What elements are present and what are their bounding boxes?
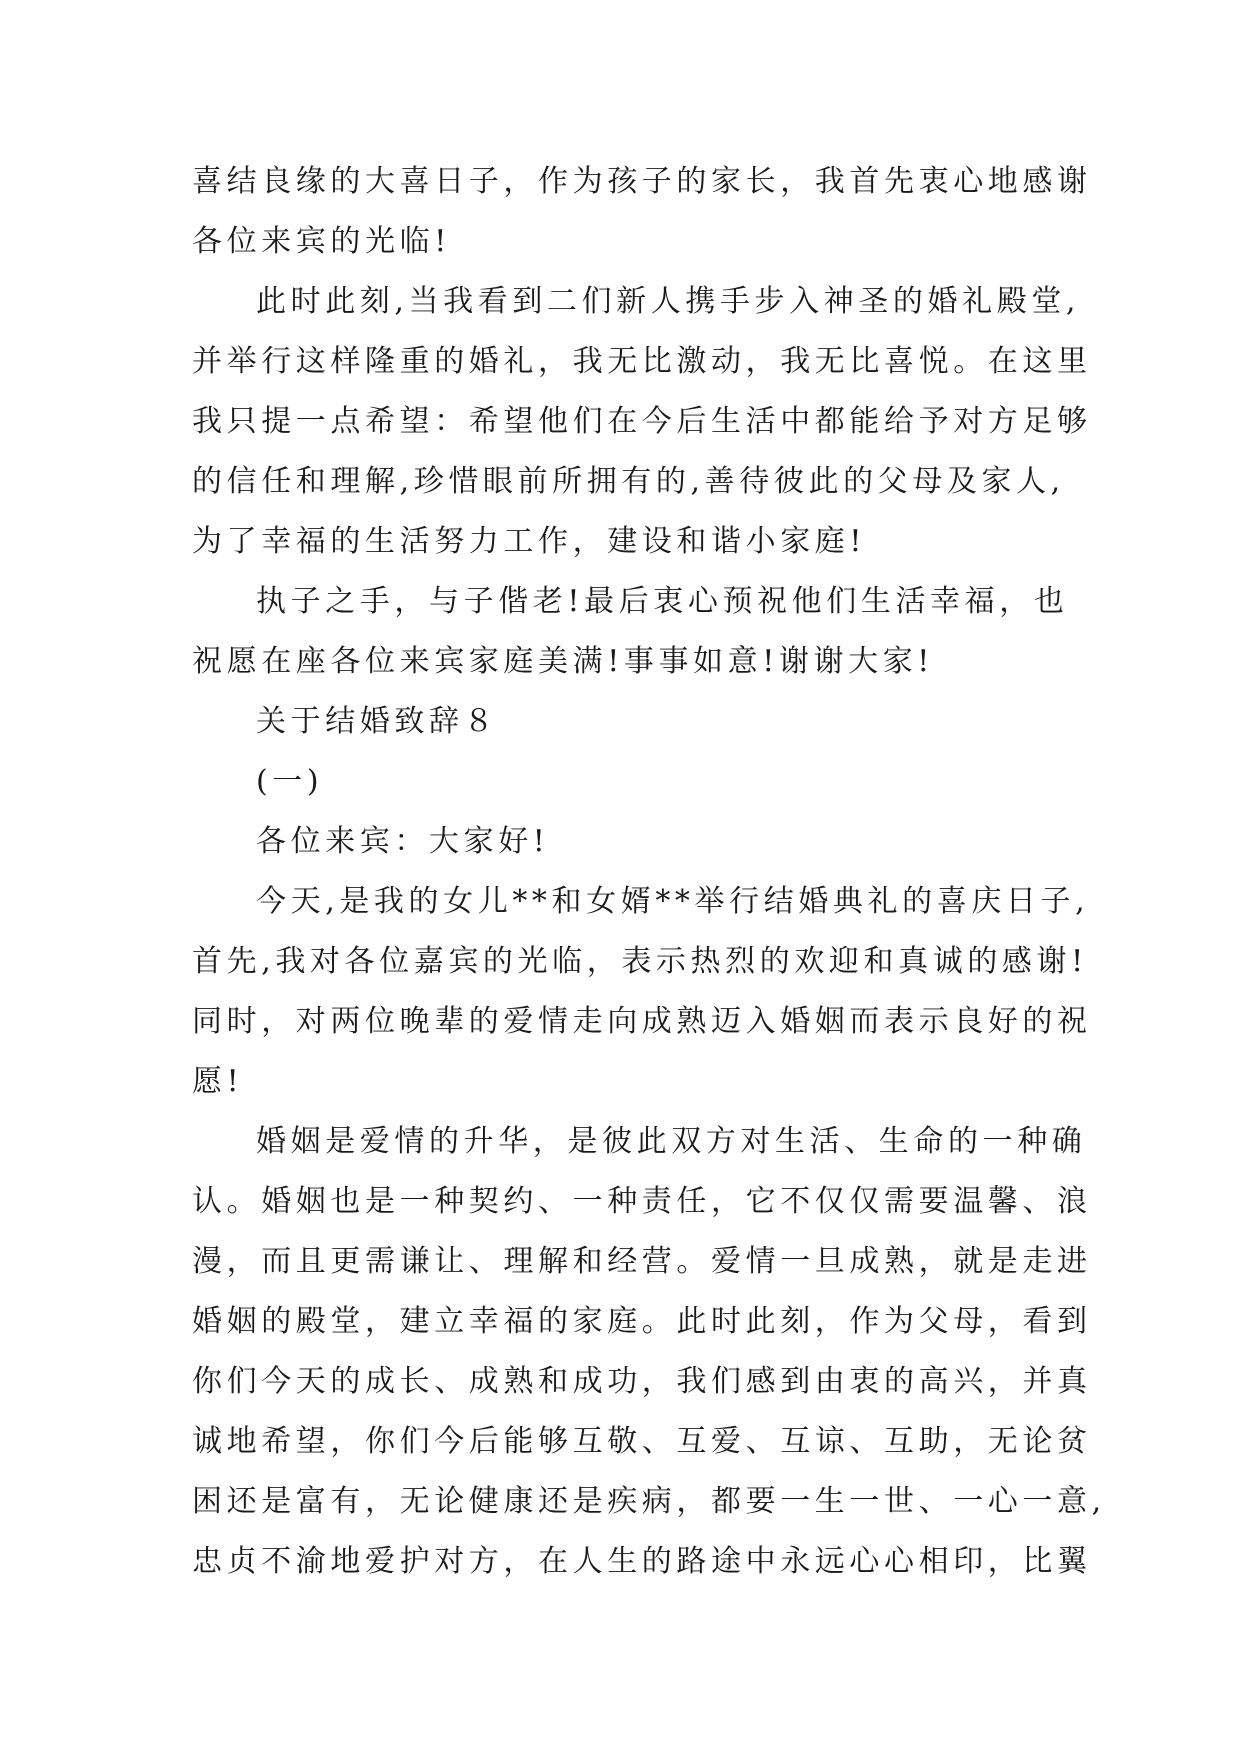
section-subheading: (一) — [256, 764, 324, 799]
text-line: 并举行这样隆重的婚礼，我无比激动，我无比喜悦。在这里 — [192, 344, 1092, 379]
document-body — [192, 152, 1106, 1592]
section-heading: 关于结婚致辞８ — [256, 704, 499, 739]
text-line: 此时此刻,当我看到二们新人携手步入神圣的婚礼殿堂, — [256, 284, 1081, 319]
text-line: 愿! — [192, 1064, 244, 1099]
text-line: 你们今天的成长、成熟和成功，我们感到由衷的高兴，并真 — [192, 1364, 1092, 1399]
text-line: 执子之手，与子偕老!最后衷心预祝他们生活幸福，也 — [256, 584, 1069, 619]
text-line: 祝愿在座各位来宾家庭美满!事事如意!谢谢大家! — [192, 644, 934, 679]
text-line: 婚姻是爱情的升华，是彼此双方对生活、生命的一种确 — [256, 1124, 1087, 1159]
text-line: 同时，对两位晚辈的爱情走向成熟迈入婚姻而表示良好的祝 — [192, 1004, 1092, 1039]
text-line: 困还是富有，无论健康还是疾病，都要一生一世、一心一意, — [192, 1484, 1106, 1519]
text-line: 首先,我对各位嘉宾的光临，表示热烈的欢迎和真诚的感谢! — [192, 944, 1088, 979]
text-line: 漫，而且更需谦让、理解和经营。爱情一旦成熟，就是走进 — [192, 1244, 1092, 1279]
text-line: 为了幸福的生活努力工作，建设和谐小家庭! — [192, 524, 867, 559]
text-line: 我只提一点希望：希望他们在今后生活中都能给予对方足够 — [192, 404, 1092, 439]
text-line: 今天,是我的女儿**和女婿**举行结婚典礼的喜庆日子, — [256, 884, 1090, 919]
text-line: 诚地希望，你们今后能够互敬、互爱、互谅、互助，无论贫 — [192, 1424, 1092, 1459]
text-line: 喜结良缘的大喜日子，作为孩子的家长，我首先衷心地感谢 — [192, 164, 1092, 199]
text-line: 忠贞不渝地爱护对方，在人生的路途中永远心心相印，比翼 — [192, 1544, 1092, 1579]
text-line: 的信任和理解,珍惜眼前所拥有的,善待彼此的父母及家人, — [192, 464, 1065, 499]
text-line: 认。婚姻也是一种契约、一种责任，它不仅仅需要温馨、浪 — [192, 1184, 1092, 1219]
text-line: 婚姻的殿堂，建立幸福的家庭。此时此刻，作为父母，看到 — [192, 1304, 1092, 1339]
salutation: 各位来宾：大家好! — [256, 824, 550, 859]
text-line: 各位来宾的光临! — [192, 224, 451, 259]
